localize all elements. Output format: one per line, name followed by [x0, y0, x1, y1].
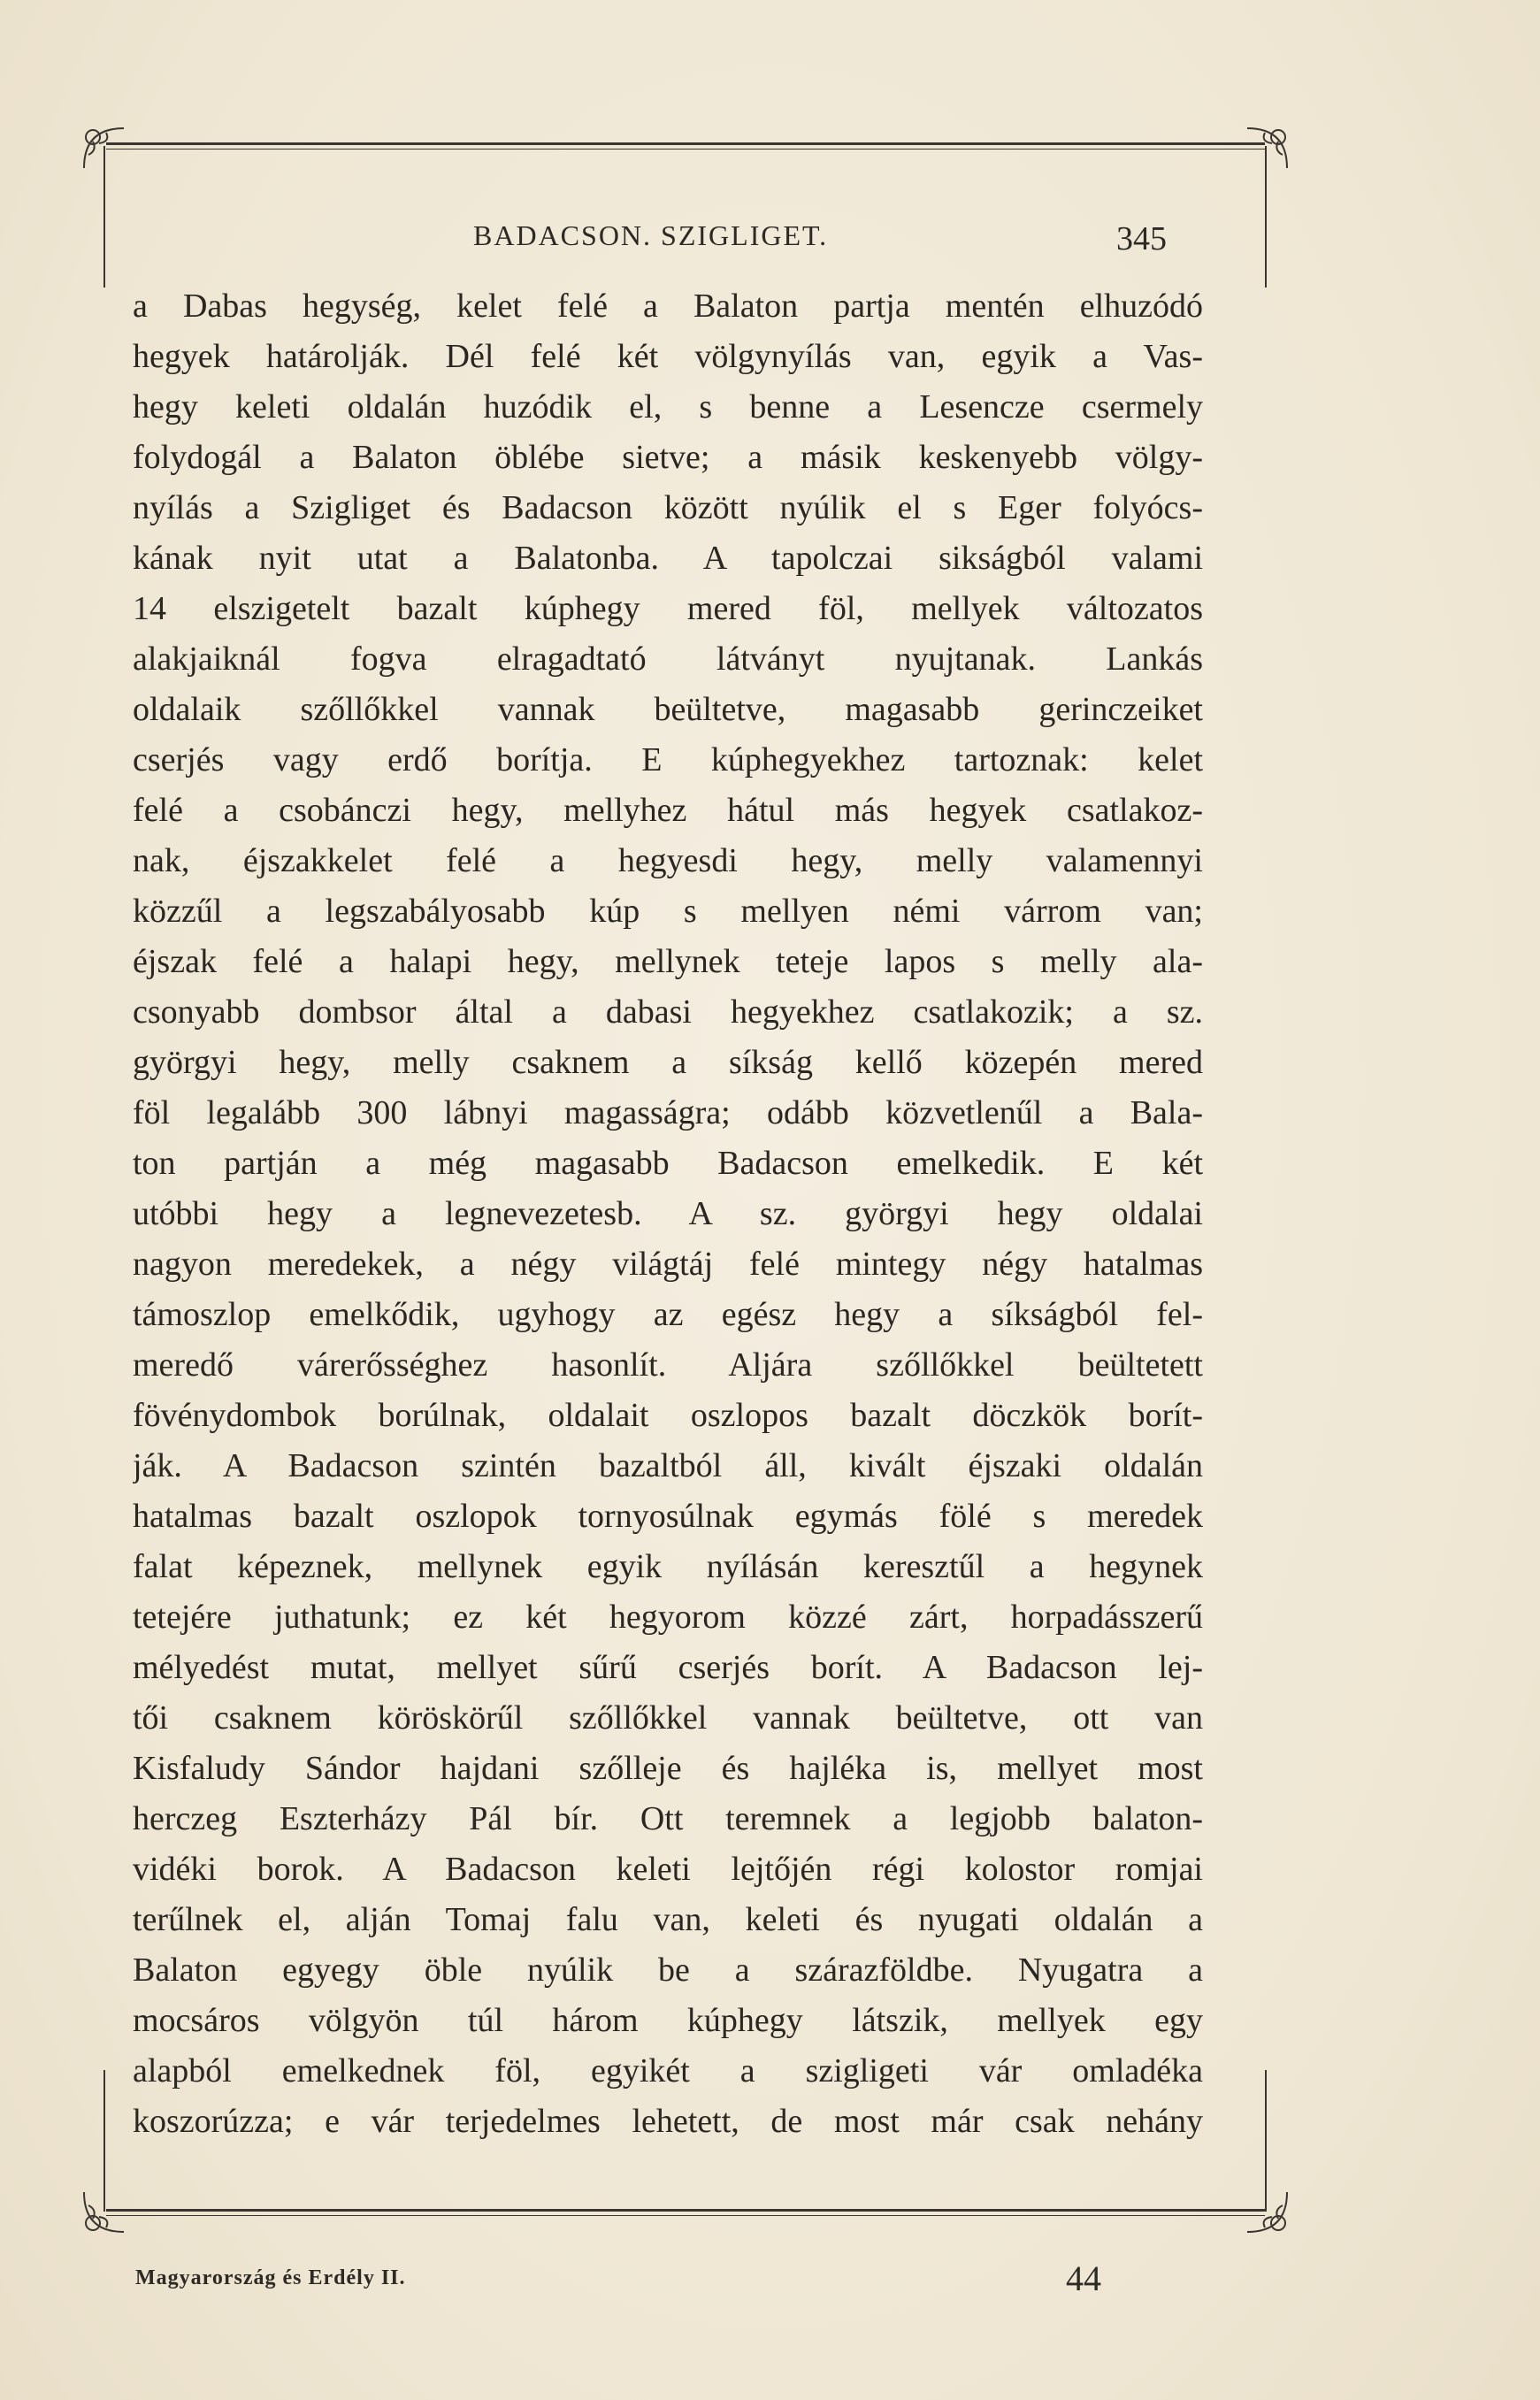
text-line: folydogál a Balaton öblébe sietve; a másik keskenyebb völgy-: [133, 439, 1203, 476]
text-line: mélyedést mutat, mellyet sűrű cserjés borít. A Badacson lej-: [133, 1649, 1203, 1686]
running-title: BADACSON. SZIGLIGET.: [473, 219, 829, 251]
text-line: nyílás a Szigliget és Badacson között nyúlik el s Eger folyócs-: [133, 489, 1203, 526]
text-line: közzűl a legszabályosabb kúp s mellyen némi várrom van;: [133, 893, 1203, 930]
text-line: kának nyit utat a Balatonba. A tapolczai sikságból valami: [133, 540, 1203, 577]
text-line: fövénydombok borúlnak, oldalait oszlopos bazalt döczkök borít-: [133, 1397, 1203, 1434]
text-line: hegyek határolják. Dél felé két völgynyílás van, egyik a Vas-: [133, 338, 1203, 375]
text-line: felé a csobánczi hegy, mellyhez hátul más hegyek csatlakoz-: [133, 792, 1203, 829]
text-line: föl legalább 300 lábnyi magasságra; odább közvetlenűl a Bala-: [133, 1094, 1203, 1131]
text-line: utóbbi hegy a legnevezetesb. A sz. györgyi hegy oldalai: [133, 1195, 1203, 1232]
text-line: oldalaik szőllőkkel vannak beültetve, magasabb gerinczeiket: [133, 691, 1203, 728]
floral-corner-icon: [75, 115, 137, 177]
bottom-rule-inner: [106, 2215, 1265, 2216]
text-line: csonyabb dombsor által a dabasi hegyekhez csatlakozik; a sz.: [133, 993, 1203, 1031]
bottom-rule: [106, 2209, 1265, 2212]
text-line: Balaton egyegy öble nyúlik be a szárazföldbe. Nyugatra a: [133, 1951, 1203, 1989]
text-line: cserjés vagy erdő borítja. E kúphegyekhez tartoznak: kelet: [133, 741, 1203, 778]
text-line: alapból emelkednek föl, egyikét a szigligeti vár omladéka: [133, 2052, 1203, 2089]
text-line: ják. A Badacson szintén bazaltból áll, kivált éjszaki oldalán: [133, 1447, 1203, 1484]
floral-corner-icon: [1234, 2183, 1296, 2245]
text-line: Kisfaludy Sándor hajdani szőlleje és hajléka is, mellyet most: [133, 1750, 1203, 1787]
text-line: a Dabas hegység, kelet felé a Balaton partja mentén elhuzódó: [133, 288, 1203, 325]
text-line: terűlnek el, alján Tomaj falu van, keleti és nyugati oldalán a: [133, 1901, 1203, 1938]
text-line: hatalmas bazalt oszlopok tornyosúlnak egymás fölé s meredek: [133, 1498, 1203, 1535]
text-line: mocsáros völgyön túl három kúphegy látszik, mellyek egy: [133, 2002, 1203, 2039]
text-line: falat képeznek, mellynek egyik nyílásán keresztűl a hegynek: [133, 1548, 1203, 1585]
text-line: koszorúzza; e vár terjedelmes lehetett, de most már csak nehány: [133, 2103, 1203, 2140]
text-line: tetejére juthatunk; ez két hegyorom közzé zárt, horpadásszerű: [133, 1599, 1203, 1636]
text-line: nak, éjszakkelet felé a hegyesdi hegy, melly valamennyi: [133, 842, 1203, 879]
floral-corner-icon: [1234, 115, 1296, 177]
text-line: alakjaiknál fogva elragadtató látványt nyujtanak. Lankás: [133, 640, 1203, 678]
page-footer: [0, 2258, 1540, 2311]
text-line: ton partján a még magasabb Badacson emelkedik. E két: [133, 1145, 1203, 1182]
text-line: vidéki borok. A Badacson keleti lejtőjén régi kolostor romjai: [133, 1851, 1203, 1888]
top-rule: [106, 142, 1265, 145]
text-line: hegy keleti oldalán huzódik el, s benne a Lesencze csermely: [133, 388, 1203, 426]
text-line: nagyon meredekek, a négy világtáj felé mintegy négy hatalmas: [133, 1246, 1203, 1283]
page-number: 345: [1116, 220, 1167, 257]
text-line: 14 elszigetelt bazalt kúphegy mered föl, mellyek változatos: [133, 590, 1203, 627]
text-line: meredő várerősséghez hasonlít. Aljára szőllőkkel beültetett: [133, 1346, 1203, 1384]
text-line: támoszlop emelkődik, ugyhogy az egész hegy a síkságból fel-: [133, 1296, 1203, 1333]
text-line: tői csaknem köröskörűl szőllőkkel vannak beültetve, ott van: [133, 1699, 1203, 1737]
text-line: éjszak felé a halapi hegy, mellynek teteje lapos s melly ala-: [133, 943, 1203, 980]
sheet-number: 44: [1066, 2258, 1101, 2298]
text-line: herczeg Eszterházy Pál bír. Ott teremnek a legjobb balaton-: [133, 1800, 1203, 1837]
floral-corner-icon: [75, 2183, 137, 2245]
signature-mark: Magyarország és Erdély II.: [135, 2266, 406, 2289]
top-rule-inner: [106, 149, 1265, 150]
text-line: györgyi hegy, melly csaknem a síkság kellő közepén mered: [133, 1044, 1203, 1081]
body-text: [133, 281, 1203, 2147]
running-head: [0, 219, 1540, 264]
